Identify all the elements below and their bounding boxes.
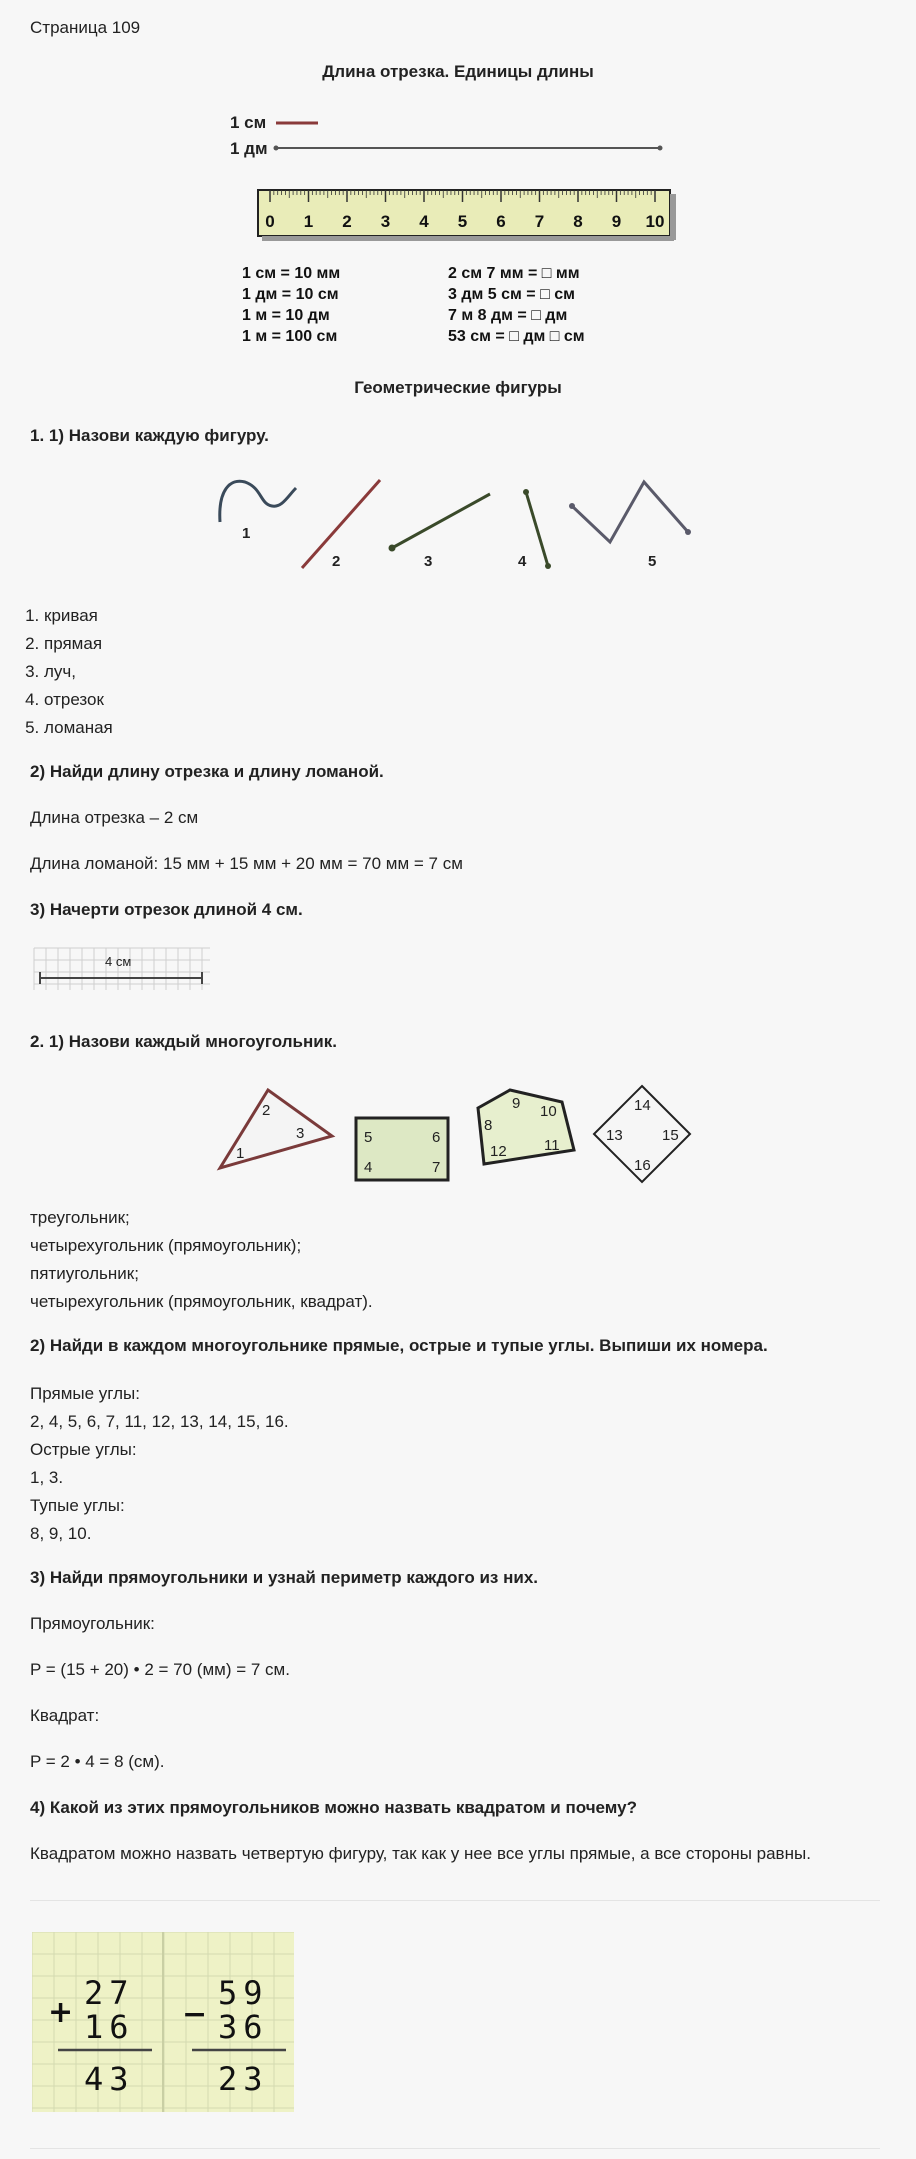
- obtuse-angles-values: 8, 9, 10.: [30, 1524, 92, 1543]
- figure-label-2: 2: [332, 553, 341, 570]
- conversion-left-1: 1 см = 10 мм: [242, 265, 341, 282]
- minus-sign: −: [182, 1997, 208, 2032]
- right-angles-label: Прямые углы:: [30, 1384, 140, 1403]
- task1-q3: 3) Начерти отрезок длиной 4 см.: [30, 900, 303, 919]
- angle-10: 10: [540, 1103, 557, 1120]
- ruler-tick-label: 0: [265, 212, 275, 231]
- segment-figure: [526, 492, 548, 566]
- task2-q2: 2) Найди в каждом многоугольнике прямые, острые и тупые углы. Выпиши их номера.: [30, 1336, 768, 1355]
- figures-illustration: [210, 470, 700, 580]
- angle-5: 5: [364, 1129, 373, 1146]
- dm-label: 1 дм: [230, 139, 268, 158]
- polygon-name-1: треугольник;: [30, 1208, 130, 1227]
- ruler-tick-label: 4: [419, 212, 429, 231]
- polygon-name-2: четырехугольник (прямоугольник);: [30, 1236, 302, 1255]
- conversion-right-1: 2 см 7 мм = □ мм: [448, 265, 580, 282]
- angle-9: 9: [512, 1095, 521, 1112]
- obtuse-angles-label: Тупые углы:: [30, 1496, 125, 1515]
- polyline-length: Длина ломаной: 15 мм + 15 мм + 20 мм = 70 мм = 7 см: [30, 854, 463, 873]
- list-item: 3. луч,: [44, 658, 113, 686]
- right-angles-values: 2, 4, 5, 6, 7, 11, 12, 13, 14, 15, 16.: [30, 1412, 289, 1431]
- cm-label: 1 см: [230, 113, 267, 132]
- figure-label-1: 1: [242, 525, 251, 542]
- divider: [30, 1900, 880, 1901]
- ruler-tick-label: 3: [380, 212, 391, 231]
- ruler-tick-label: 8: [573, 212, 583, 231]
- polygon-name-3: пятиугольник;: [30, 1264, 139, 1283]
- angle-14: 14: [634, 1097, 651, 1114]
- curve-figure: [220, 481, 296, 522]
- ruler-tick-label: 6: [496, 212, 506, 231]
- polygon-name-4: четырехугольник (прямоугольник, квадрат).: [30, 1292, 373, 1311]
- list-item: 4. отрезок: [44, 686, 113, 714]
- square-perimeter: P = 2 • 4 = 8 (см).: [30, 1752, 165, 1771]
- task1-q2: 2) Найди длину отрезка и длину ломаной.: [30, 762, 384, 781]
- plus-sign: +: [48, 1995, 74, 2030]
- polygons-illustration: [210, 1080, 700, 1190]
- units-figure: [220, 100, 690, 355]
- task2-q3: 3) Найди прямоугольники и узнай периметр каждого из них.: [30, 1568, 538, 1587]
- ruler-tick-label: 9: [611, 212, 622, 231]
- conversion-left-2: 1 дм = 10 см: [242, 286, 339, 303]
- angle-13: 13: [606, 1127, 623, 1144]
- angle-1: 1: [236, 1145, 245, 1162]
- list-item: 2. прямая: [44, 630, 113, 658]
- conversion-right-4: 53 см = □ дм □ см: [448, 328, 585, 345]
- column-arithmetic: [32, 1932, 294, 2112]
- angle-11: 11: [544, 1137, 560, 1154]
- ruler-tick-label: 10: [645, 212, 665, 231]
- conversion-right-3: 7 м 8 дм = □ дм: [448, 307, 568, 324]
- figure-label-5: 5: [648, 553, 657, 570]
- list-item: 1. кривая: [44, 602, 113, 630]
- ray-figure: [392, 494, 490, 548]
- angle-12: 12: [490, 1143, 507, 1160]
- addition-result: 43: [84, 2060, 135, 2098]
- figure-label-4: 4: [518, 553, 527, 570]
- subtraction-result: 23: [218, 2060, 269, 2098]
- ruler-tick-label: 5: [457, 212, 468, 231]
- rectangle-label: Прямоугольник:: [30, 1614, 155, 1633]
- line-figure: [302, 480, 380, 568]
- subtraction-top: 59: [218, 1974, 269, 2012]
- square-label: Квадрат:: [30, 1706, 100, 1725]
- ruler-tick-label: 2: [342, 212, 352, 231]
- drawn-segment-label: 4 см: [105, 954, 132, 969]
- units-title: Длина отрезка. Единицы длины: [322, 62, 594, 81]
- subtraction-bottom: 36: [218, 2008, 269, 2046]
- angle-7: 7: [432, 1159, 441, 1176]
- page-label: Страница 109: [30, 18, 141, 37]
- polygon-names: [30, 1204, 373, 1316]
- task1-q1: 1. 1) Назови каждую фигуру.: [30, 426, 269, 445]
- acute-angles-label: Острые углы:: [30, 1440, 137, 1459]
- angle-15: 15: [662, 1127, 679, 1144]
- answer-4: Квадратом можно назвать четвертую фигуру, так как у нее все углы прямые, а все стороны равны.: [30, 1844, 811, 1863]
- conversions-right: [448, 265, 585, 345]
- conversion-right-2: 3 дм 5 см = □ см: [448, 286, 575, 303]
- geometry-title: Геометрические фигуры: [354, 378, 562, 397]
- angle-8: 8: [484, 1117, 493, 1134]
- acute-angles-values: 1, 3.: [30, 1468, 64, 1487]
- angles-answer: [30, 1380, 289, 1548]
- angle-2: 2: [262, 1102, 271, 1119]
- drawn-segment-figure: [32, 944, 212, 992]
- addition-top: 27: [84, 1974, 135, 2012]
- conversions-left: [242, 265, 340, 345]
- polyline-figure: [572, 482, 688, 542]
- conversion-left-3: 1 м = 10 дм: [242, 307, 330, 324]
- divider-bottom: [30, 2148, 880, 2149]
- figure-label-3: 3: [424, 553, 433, 570]
- angle-3: 3: [296, 1125, 305, 1142]
- addition-bottom: 16: [84, 2008, 135, 2046]
- task2-q1: 2. 1) Назови каждый многоугольник.: [30, 1032, 337, 1051]
- angle-16: 16: [634, 1157, 651, 1174]
- ruler-tick-label: 1: [303, 212, 314, 231]
- angle-4: 4: [364, 1159, 373, 1176]
- ruler-tick-label: 7: [534, 212, 545, 231]
- list-item: 5. ломаная: [44, 714, 113, 742]
- rectangle-perimeter: P = (15 + 20) • 2 = 70 (мм) = 7 см.: [30, 1660, 290, 1679]
- task2-q4: 4) Какой из этих прямоугольников можно назвать квадратом и почему?: [30, 1798, 637, 1817]
- angle-6: 6: [432, 1129, 441, 1146]
- segment-length: Длина отрезка – 2 см: [30, 808, 199, 827]
- conversion-left-4: 1 м = 100 см: [242, 328, 338, 345]
- figure-names-list: [14, 602, 113, 742]
